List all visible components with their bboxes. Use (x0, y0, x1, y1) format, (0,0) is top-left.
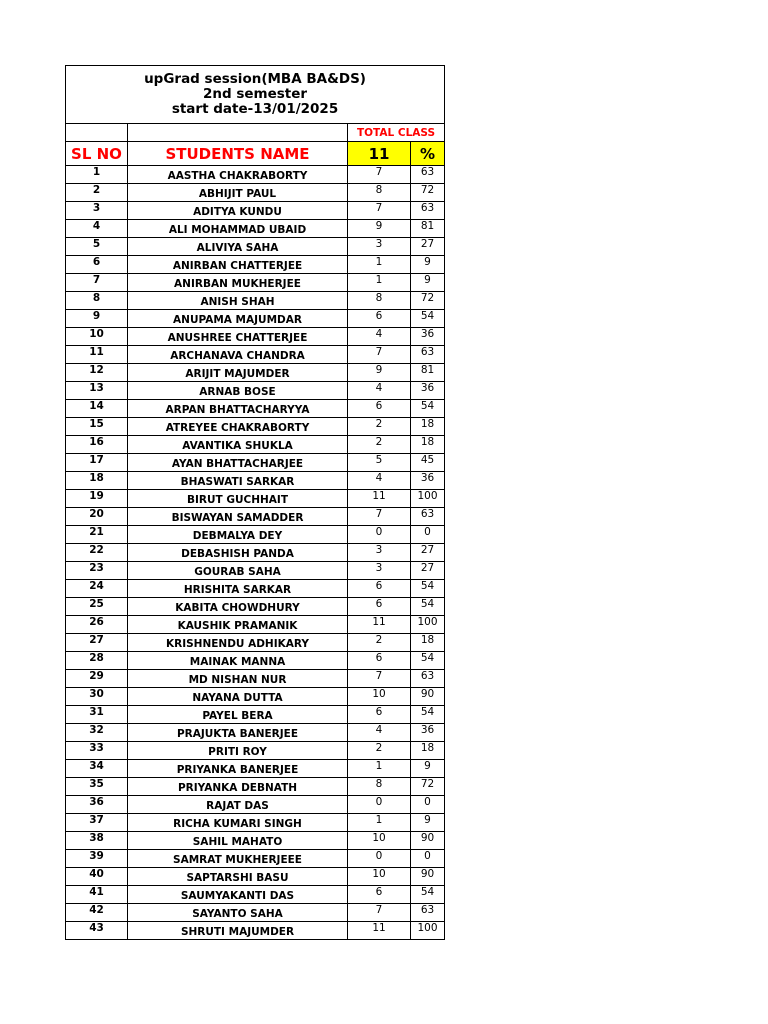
table-row (66, 886, 445, 904)
sl-no-cell: 27 (66, 634, 128, 652)
sl-no-cell: 42 (66, 904, 128, 922)
student-name-cell: BIRUT GUCHHAIT (128, 490, 348, 508)
column-header-students-name: STUDENTS NAME (128, 142, 348, 166)
attendance-percent-cell: 63 (411, 670, 445, 688)
student-name-cell: MD NISHAN NUR (128, 670, 348, 688)
student-name-cell: ANIRBAN MUKHERJEE (128, 274, 348, 292)
sl-no-cell: 28 (66, 652, 128, 670)
sl-no-cell: 10 (66, 328, 128, 346)
attendance-percent-cell: 100 (411, 490, 445, 508)
empty-cell (128, 124, 348, 142)
sl-no-cell: 36 (66, 796, 128, 814)
classes-attended-cell: 3 (348, 544, 411, 562)
student-name-cell: KABITA CHOWDHURY (128, 598, 348, 616)
sl-no-cell: 5 (66, 238, 128, 256)
classes-attended-cell: 11 (348, 490, 411, 508)
table-row (66, 904, 445, 922)
attendance-percent-cell: 72 (411, 778, 445, 796)
table-row (66, 454, 445, 472)
attendance-percent-cell: 81 (411, 364, 445, 382)
sl-no-cell: 13 (66, 382, 128, 400)
table-row (66, 364, 445, 382)
table-row (66, 850, 445, 868)
student-name-cell: NAYANA DUTTA (128, 688, 348, 706)
classes-attended-cell: 0 (348, 850, 411, 868)
attendance-percent-cell: 0 (411, 796, 445, 814)
sl-no-cell: 1 (66, 166, 128, 184)
attendance-percent-cell: 18 (411, 634, 445, 652)
title-line-semester: 2nd semester (202, 86, 308, 102)
table-row (66, 418, 445, 436)
classes-attended-cell: 2 (348, 634, 411, 652)
classes-attended-cell: 6 (348, 400, 411, 418)
attendance-percent-cell: 9 (411, 760, 445, 778)
sl-no-cell: 14 (66, 400, 128, 418)
student-name-cell: SAHIL MAHATO (128, 832, 348, 850)
attendance-percent-cell: 63 (411, 346, 445, 364)
attendance-percent-cell: 54 (411, 598, 445, 616)
sl-no-cell: 41 (66, 886, 128, 904)
classes-attended-cell: 7 (348, 904, 411, 922)
sl-no-cell: 24 (66, 580, 128, 598)
sl-no-cell: 26 (66, 616, 128, 634)
empty-cell (66, 124, 128, 142)
sl-no-cell: 17 (66, 454, 128, 472)
student-name-cell: GOURAB SAHA (128, 562, 348, 580)
title-row (66, 66, 445, 124)
attendance-percent-cell: 45 (411, 454, 445, 472)
table-row (66, 346, 445, 364)
sl-no-cell: 33 (66, 742, 128, 760)
student-name-cell: PRIYANKA DEBNATH (128, 778, 348, 796)
sl-no-cell: 21 (66, 526, 128, 544)
column-header-percent: % (411, 142, 445, 166)
student-name-cell: AVANTIKA SHUKLA (128, 436, 348, 454)
attendance-percent-cell: 54 (411, 310, 445, 328)
sl-no-cell: 6 (66, 256, 128, 274)
table-row (66, 436, 445, 454)
classes-attended-cell: 1 (348, 814, 411, 832)
sl-no-cell: 32 (66, 724, 128, 742)
student-name-cell: ANUSHREE CHATTERJEE (128, 328, 348, 346)
student-name-cell: KAUSHIK PRAMANIK (128, 616, 348, 634)
classes-attended-cell: 6 (348, 652, 411, 670)
table-row (66, 652, 445, 670)
attendance-table (65, 65, 445, 940)
classes-attended-cell: 10 (348, 688, 411, 706)
table-row (66, 328, 445, 346)
table-row (66, 868, 445, 886)
sl-no-cell: 18 (66, 472, 128, 490)
classes-attended-cell: 3 (348, 562, 411, 580)
sl-no-cell: 3 (66, 202, 128, 220)
table-row (66, 256, 445, 274)
classes-attended-cell: 7 (348, 508, 411, 526)
table-row (66, 238, 445, 256)
sl-no-cell: 16 (66, 436, 128, 454)
table-row (66, 220, 445, 238)
classes-attended-cell: 9 (348, 220, 411, 238)
table-row (66, 508, 445, 526)
attendance-percent-cell: 54 (411, 400, 445, 418)
student-name-cell: SAPTARSHI BASU (128, 868, 348, 886)
attendance-percent-cell: 72 (411, 184, 445, 202)
sl-no-cell: 25 (66, 598, 128, 616)
classes-attended-cell: 8 (348, 292, 411, 310)
attendance-percent-cell: 100 (411, 922, 445, 940)
table-row (66, 742, 445, 760)
table-row (66, 544, 445, 562)
table-row (66, 580, 445, 598)
table-row (66, 814, 445, 832)
classes-attended-cell: 6 (348, 310, 411, 328)
student-name-cell: RICHA KUMARI SINGH (128, 814, 348, 832)
attendance-percent-cell: 100 (411, 616, 445, 634)
student-name-cell: SHRUTI MAJUMDER (128, 922, 348, 940)
classes-attended-cell: 7 (348, 166, 411, 184)
attendance-percent-cell: 36 (411, 382, 445, 400)
table-row (66, 634, 445, 652)
sl-no-cell: 34 (66, 760, 128, 778)
table-row (66, 184, 445, 202)
student-name-cell: RAJAT DAS (128, 796, 348, 814)
student-name-cell: MAINAK MANNA (128, 652, 348, 670)
student-name-cell: SAYANTO SAHA (128, 904, 348, 922)
attendance-percent-cell: 18 (411, 418, 445, 436)
classes-attended-cell: 4 (348, 382, 411, 400)
classes-attended-cell: 1 (348, 256, 411, 274)
classes-attended-cell: 2 (348, 436, 411, 454)
column-header-sl-no: SL NO (66, 142, 128, 166)
table-row (66, 382, 445, 400)
table-row (66, 310, 445, 328)
classes-attended-cell: 3 (348, 238, 411, 256)
attendance-percent-cell: 18 (411, 436, 445, 454)
table-row (66, 202, 445, 220)
attendance-percent-cell: 63 (411, 202, 445, 220)
classes-attended-cell: 8 (348, 778, 411, 796)
attendance-table-body (66, 66, 445, 940)
student-name-cell: DEBMALYA DEY (128, 526, 348, 544)
attendance-percent-cell: 72 (411, 292, 445, 310)
sl-no-cell: 12 (66, 364, 128, 382)
student-name-cell: AASTHA CHAKRABORTY (128, 166, 348, 184)
classes-attended-cell: 0 (348, 526, 411, 544)
classes-attended-cell: 1 (348, 274, 411, 292)
classes-attended-cell: 1 (348, 760, 411, 778)
sl-no-cell: 4 (66, 220, 128, 238)
student-name-cell: ARCHANAVA CHANDRA (128, 346, 348, 364)
table-row (66, 670, 445, 688)
attendance-percent-cell: 90 (411, 688, 445, 706)
total-class-label: TOTAL CLASS (348, 124, 445, 142)
table-row (66, 724, 445, 742)
table-row (66, 490, 445, 508)
sl-no-cell: 8 (66, 292, 128, 310)
classes-attended-cell: 7 (348, 346, 411, 364)
classes-attended-cell: 7 (348, 670, 411, 688)
attendance-percent-cell: 54 (411, 706, 445, 724)
sl-no-cell: 40 (66, 868, 128, 886)
sl-no-cell: 23 (66, 562, 128, 580)
classes-attended-cell: 2 (348, 418, 411, 436)
sl-no-cell: 9 (66, 310, 128, 328)
attendance-percent-cell: 36 (411, 328, 445, 346)
student-name-cell: ARNAB BOSE (128, 382, 348, 400)
attendance-percent-cell: 9 (411, 814, 445, 832)
student-name-cell: DEBASHISH PANDA (128, 544, 348, 562)
classes-attended-cell: 2 (348, 742, 411, 760)
classes-attended-cell: 8 (348, 184, 411, 202)
table-row (66, 832, 445, 850)
attendance-percent-cell: 36 (411, 472, 445, 490)
attendance-percent-cell: 9 (411, 274, 445, 292)
sl-no-cell: 31 (66, 706, 128, 724)
attendance-percent-cell: 18 (411, 742, 445, 760)
classes-attended-cell: 6 (348, 706, 411, 724)
sl-no-cell: 29 (66, 670, 128, 688)
classes-attended-cell: 7 (348, 202, 411, 220)
student-name-cell: SAMRAT MUKHERJEEE (128, 850, 348, 868)
student-name-cell: ARIJIT MAJUMDER (128, 364, 348, 382)
table-row (66, 706, 445, 724)
student-name-cell: HRISHITA SARKAR (128, 580, 348, 598)
student-name-cell: ANISH SHAH (128, 292, 348, 310)
title-cell (66, 66, 445, 124)
sl-no-cell: 2 (66, 184, 128, 202)
attendance-percent-cell: 90 (411, 832, 445, 850)
student-name-cell: ADITYA KUNDU (128, 202, 348, 220)
attendance-percent-cell: 54 (411, 580, 445, 598)
attendance-percent-cell: 63 (411, 166, 445, 184)
student-name-cell: SAUMYAKANTI DAS (128, 886, 348, 904)
classes-attended-cell: 0 (348, 796, 411, 814)
sl-no-cell: 11 (66, 346, 128, 364)
sl-no-cell: 20 (66, 508, 128, 526)
student-name-cell: PRIYANKA BANERJEE (128, 760, 348, 778)
title-line-start-date: start date-13/01/2025 (171, 101, 339, 117)
table-row (66, 796, 445, 814)
total-classes-count: 11 (348, 142, 411, 166)
classes-attended-cell: 6 (348, 580, 411, 598)
student-name-cell: ANUPAMA MAJUMDAR (128, 310, 348, 328)
classes-attended-cell: 11 (348, 922, 411, 940)
classes-attended-cell: 5 (348, 454, 411, 472)
classes-attended-cell: 11 (348, 616, 411, 634)
classes-attended-cell: 4 (348, 724, 411, 742)
student-name-cell: ABHIJIT PAUL (128, 184, 348, 202)
sl-no-cell: 39 (66, 850, 128, 868)
title-line-session: upGrad session(MBA BA&DS) (144, 71, 366, 87)
table-row (66, 274, 445, 292)
attendance-percent-cell: 27 (411, 544, 445, 562)
sl-no-cell: 15 (66, 418, 128, 436)
table-row (66, 472, 445, 490)
table-row (66, 616, 445, 634)
student-name-cell: PRITI ROY (128, 742, 348, 760)
student-name-cell: BISWAYAN SAMADDER (128, 508, 348, 526)
table-row (66, 598, 445, 616)
sl-no-cell: 22 (66, 544, 128, 562)
classes-attended-cell: 10 (348, 832, 411, 850)
sl-no-cell: 38 (66, 832, 128, 850)
sl-no-cell: 37 (66, 814, 128, 832)
column-header-row (66, 142, 445, 166)
sl-no-cell: 35 (66, 778, 128, 796)
classes-attended-cell: 10 (348, 868, 411, 886)
classes-attended-cell: 4 (348, 328, 411, 346)
attendance-percent-cell: 9 (411, 256, 445, 274)
table-row (66, 562, 445, 580)
classes-attended-cell: 9 (348, 364, 411, 382)
sl-no-cell: 7 (66, 274, 128, 292)
attendance-percent-cell: 27 (411, 238, 445, 256)
student-name-cell: AYAN BHATTACHARJEE (128, 454, 348, 472)
table-row (66, 166, 445, 184)
attendance-percent-cell: 27 (411, 562, 445, 580)
table-row (66, 526, 445, 544)
student-name-cell: ALI MOHAMMAD UBAID (128, 220, 348, 238)
table-row (66, 922, 445, 940)
student-name-cell: PAYEL BERA (128, 706, 348, 724)
student-name-cell: ARPAN BHATTACHARYYA (128, 400, 348, 418)
attendance-percent-cell: 54 (411, 652, 445, 670)
classes-attended-cell: 6 (348, 598, 411, 616)
attendance-percent-cell: 0 (411, 526, 445, 544)
student-name-cell: ALIVIYA SAHA (128, 238, 348, 256)
table-row (66, 400, 445, 418)
attendance-percent-cell: 63 (411, 508, 445, 526)
classes-attended-cell: 6 (348, 886, 411, 904)
attendance-percent-cell: 63 (411, 904, 445, 922)
student-name-cell: KRISHNENDU ADHIKARY (128, 634, 348, 652)
student-name-cell: BHASWATI SARKAR (128, 472, 348, 490)
sl-no-cell: 30 (66, 688, 128, 706)
student-name-cell: ATREYEE CHAKRABORTY (128, 418, 348, 436)
student-name-cell: PRAJUKTA BANERJEE (128, 724, 348, 742)
table-row (66, 778, 445, 796)
sl-no-cell: 43 (66, 922, 128, 940)
sl-no-cell: 19 (66, 490, 128, 508)
student-name-cell: ANIRBAN CHATTERJEE (128, 256, 348, 274)
attendance-percent-cell: 0 (411, 850, 445, 868)
total-class-row (66, 124, 445, 142)
attendance-percent-cell: 90 (411, 868, 445, 886)
attendance-percent-cell: 36 (411, 724, 445, 742)
classes-attended-cell: 4 (348, 472, 411, 490)
table-row (66, 292, 445, 310)
table-row (66, 688, 445, 706)
table-row (66, 760, 445, 778)
attendance-percent-cell: 81 (411, 220, 445, 238)
attendance-percent-cell: 54 (411, 886, 445, 904)
